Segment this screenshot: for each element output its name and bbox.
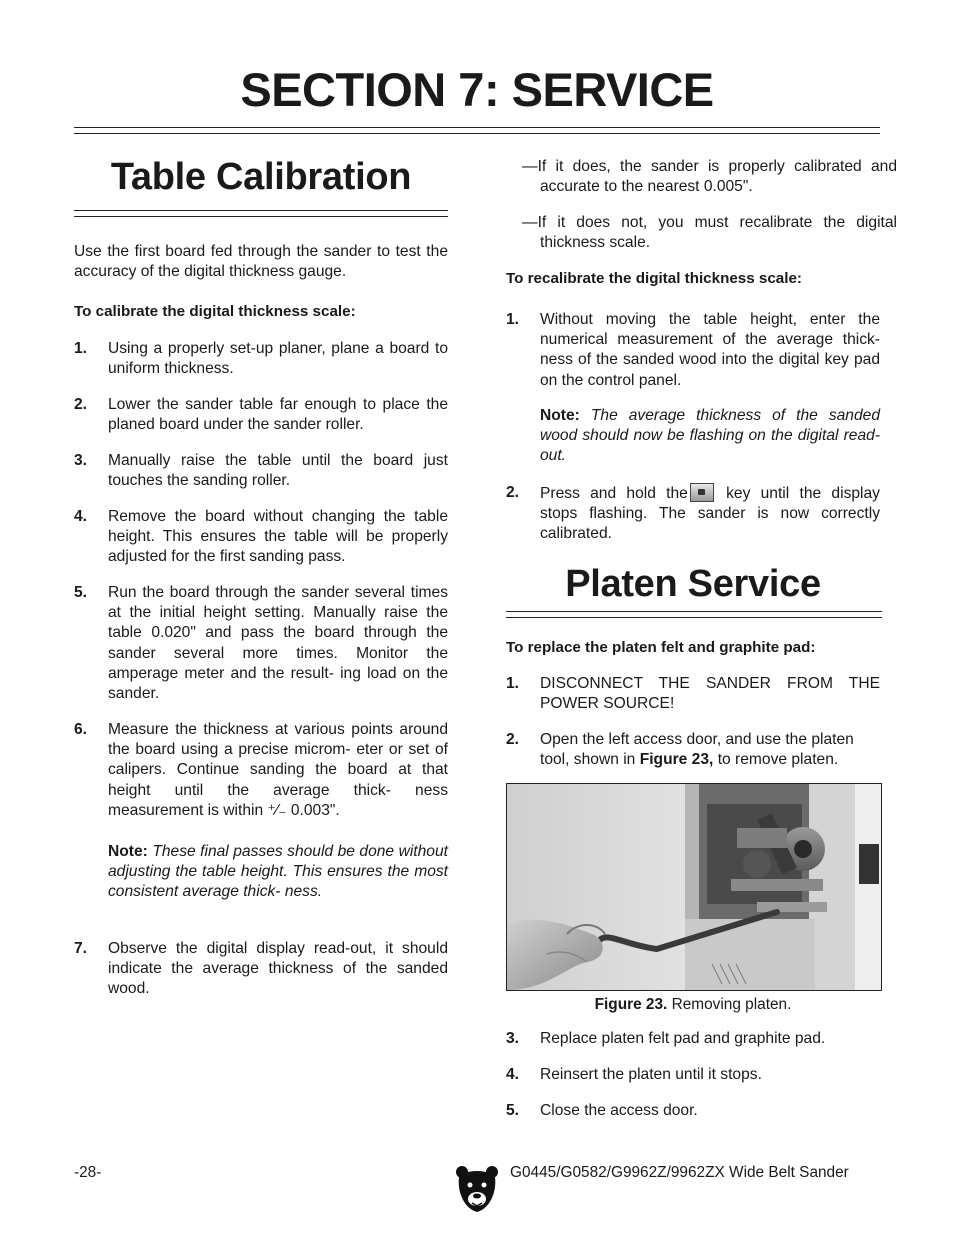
list-item [74, 720, 448, 821]
calibrate-subheading: To calibrate the digital thickness scale: [74, 303, 356, 320]
step-text: Replace platen felt pad and graphite pad. [540, 1030, 826, 1047]
step-number: 1. [506, 311, 520, 328]
note-label: Note: [540, 407, 580, 424]
note-text: The average thickness of the sanded wood should now be flashing on the digital read-out. [540, 407, 880, 465]
list-item [506, 483, 880, 545]
note-label: Note: [108, 843, 148, 860]
step-number: 4. [74, 508, 88, 525]
step-number: 5. [506, 1102, 520, 1119]
platen-service-rule [506, 611, 882, 618]
step-text: Without moving the table height, enter the numerical measurement of the average thick- ness of the sanded wood into the digital key pad on the control panel. [540, 311, 880, 389]
list-item [74, 339, 448, 379]
model-name: G0445/G0582/G9962Z/9962ZX Wide Belt Sander [510, 1164, 849, 1181]
list-item [506, 674, 880, 714]
step-text-post: to remove platen. [717, 751, 839, 769]
bear-head-logo [455, 1165, 499, 1213]
step-text: DISCONNECT THE SANDER FROM THE POWER SOURCE! [540, 675, 880, 713]
figure-caption [506, 996, 880, 1014]
title-rule [74, 127, 880, 134]
list-item [506, 310, 880, 391]
list-item [74, 939, 448, 1000]
list-item [74, 583, 448, 704]
recalibrate-result-text: —If it does not, you must recalibrate the digital thickness scale. [522, 214, 897, 252]
figure-23-photo [506, 783, 882, 991]
step-number: 3. [74, 452, 88, 469]
step-text: Observe the digital display read-out, it should indicate the average thickness of the sanded wood. [108, 940, 448, 998]
page-number: -28- [74, 1164, 102, 1181]
page-title: SECTION 7: SERVICE [240, 63, 714, 116]
step-number: 2. [74, 396, 88, 413]
step-number: 6. [74, 721, 88, 738]
calibrated-result-text: —If it does, the sander is properly calibrated and accurate to the nearest 0.005". [522, 158, 897, 196]
step-text: Measure the thickness at various points around the board using a precise microm- eter or set of calipers. Continue sanding the board at that height until the average thick- ness measurement is within ⁺⁄₋ 0.003". [108, 721, 448, 819]
list-item [74, 507, 448, 568]
step-text-post: key until the display stops flashing. The sander is now correctly calibrated. [540, 485, 880, 543]
figure-label: Figure 23. [594, 996, 668, 1013]
control-panel-key-icon [690, 483, 714, 502]
platen-removal-illustration [507, 784, 881, 990]
step-text: Remove the board without changing the table height. This ensures the table will be properly adjusted for the first sanding pass. [108, 508, 448, 566]
step-number: 5. [74, 584, 88, 601]
step-text: Using a properly set-up planer, plane a board to uniform thickness. [108, 340, 448, 378]
step-text: Reinsert the platen until it stops. [540, 1066, 762, 1083]
platen-service-heading: Platen Service [565, 563, 821, 605]
step-number: 3. [506, 1030, 520, 1047]
step-text-pre: Press and hold the [540, 485, 688, 502]
note-text: These final passes should be done without adjusting the table height. This ensures the most consistent average thick- ness. [108, 843, 448, 901]
step-number: 2. [506, 731, 520, 748]
figure-reference: Figure 23, [639, 751, 714, 769]
calibration-note [108, 842, 448, 903]
table-calibration-heading: Table Calibration [110, 156, 412, 198]
list-item [506, 1029, 880, 1049]
step-text: Lower the sander table far enough to place the planed board under the sander roller. [108, 396, 448, 434]
table-calibration-rule [74, 210, 448, 217]
step-number: 2. [506, 484, 520, 501]
step-number: 4. [506, 1066, 520, 1083]
step-text: Run the board through the sander several times at the initial height setting. Manually raise the table 0.020" and pass the board through the sander several more times. Monitor the amperage meter and the result- ing load on the sander. [108, 584, 448, 703]
step-number: 7. [74, 940, 88, 957]
step-number: 1. [74, 340, 88, 357]
step-text: Close the access door. [540, 1102, 698, 1119]
step-text: Manually raise the table until the board just touches the sanding roller. [108, 452, 448, 490]
step-text-pre: Open the left access door, and use the platen tool, shown in [540, 731, 854, 769]
list-item [506, 1101, 880, 1121]
platen-subheading: To replace the platen felt and graphite pad: [506, 639, 816, 656]
recalibrate-subheading: To recalibrate the digital thickness scale: [506, 270, 802, 287]
step-number: 1. [506, 675, 520, 692]
intro-paragraph: Use the first board fed through the sander to test the accuracy of the digital thickness gauge. [74, 243, 448, 281]
list-item [74, 451, 448, 491]
step-text [540, 730, 880, 770]
list-item [74, 395, 448, 435]
list-item [506, 1065, 880, 1085]
recalibrate-note [540, 406, 880, 467]
list-item [506, 730, 880, 770]
step-text [540, 483, 880, 545]
figure-caption-text: Removing platen. [671, 996, 792, 1013]
